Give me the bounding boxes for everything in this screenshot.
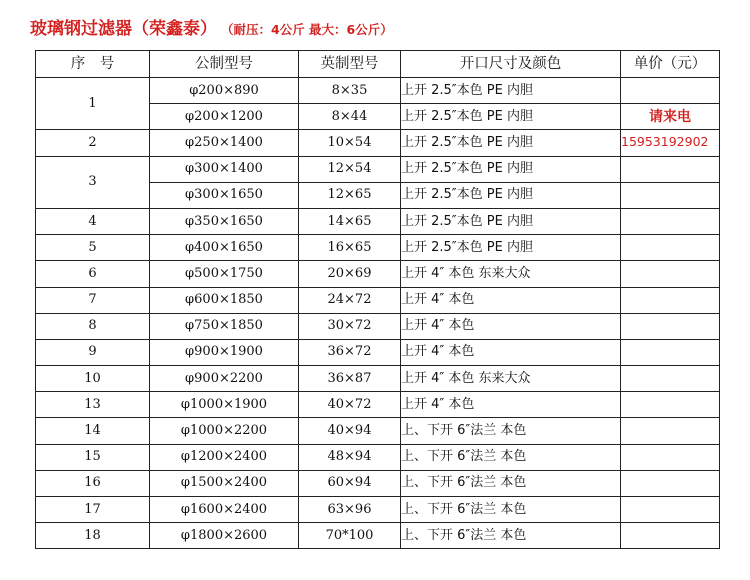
table-row xyxy=(36,235,720,261)
cell-metric-model: φ300×1400 xyxy=(150,156,299,182)
title-main: 玻璃钢过滤器（荣鑫泰） xyxy=(30,19,217,39)
cell-opening-color: 上开 2.5″本色 PE 内胆 xyxy=(401,208,621,234)
cell-serial: 18 xyxy=(36,523,150,549)
cell-serial: 15 xyxy=(36,444,150,470)
cell-opening-color: 上开 2.5″本色 PE 内胆 xyxy=(401,235,621,261)
cell-metric-model: φ1600×2400 xyxy=(150,497,299,523)
cell-unit-price xyxy=(621,156,720,182)
table-row xyxy=(36,366,720,392)
table-row xyxy=(36,523,720,549)
cell-serial: 14 xyxy=(36,418,150,444)
cell-imperial-model: 40×94 xyxy=(299,418,401,444)
cell-imperial-model: 48×94 xyxy=(299,444,401,470)
cell-serial: 5 xyxy=(36,235,150,261)
cell-opening-color: 上开 2.5″本色 PE 内胆 xyxy=(401,104,621,130)
cell-unit-price xyxy=(621,339,720,365)
cell-metric-model: φ250×1400 xyxy=(150,130,299,156)
contact-phone: 15953192902 xyxy=(621,134,709,150)
cell-unit-price xyxy=(621,418,720,444)
cell-opening-color: 上开 4″ 本色 xyxy=(401,339,621,365)
cell-unit-price xyxy=(621,235,720,261)
cell-opening-color: 上开 4″ 本色 xyxy=(401,313,621,339)
cell-opening-color: 上开 4″ 本色 xyxy=(401,392,621,418)
cell-metric-model: φ200×890 xyxy=(150,78,299,104)
table-row xyxy=(36,78,720,104)
cell-metric-model: φ400×1650 xyxy=(150,235,299,261)
cell-unit-price xyxy=(621,78,720,104)
cell-imperial-model: 60×94 xyxy=(299,470,401,496)
cell-metric-model: φ600×1850 xyxy=(150,287,299,313)
header-metric-model: 公制型号 xyxy=(150,51,299,78)
cell-serial: 4 xyxy=(36,208,150,234)
title-pressure-note: （耐压：4公斤 最大：6公斤） xyxy=(221,22,393,37)
cell-serial: 13 xyxy=(36,392,150,418)
cell-unit-price xyxy=(621,392,720,418)
cell-imperial-model: 36×72 xyxy=(299,339,401,365)
cell-opening-color: 上开 4″ 本色 东来大众 xyxy=(401,366,621,392)
header-serial: 序 号 xyxy=(36,51,150,78)
cell-imperial-model: 70*100 xyxy=(299,523,401,549)
cell-opening-color: 上开 2.5″本色 PE 内胆 xyxy=(401,182,621,208)
table-row xyxy=(36,287,720,313)
cell-imperial-model: 24×72 xyxy=(299,287,401,313)
call-for-price-label: 请来电 xyxy=(649,108,691,125)
cell-metric-model: φ1000×1900 xyxy=(150,392,299,418)
cell-imperial-model: 30×72 xyxy=(299,313,401,339)
cell-serial: 1 xyxy=(36,78,150,130)
cell-unit-price xyxy=(621,130,720,156)
cell-imperial-model: 20×69 xyxy=(299,261,401,287)
cell-serial: 9 xyxy=(36,339,150,365)
cell-metric-model: φ1200×2400 xyxy=(150,444,299,470)
cell-metric-model: φ900×2200 xyxy=(150,366,299,392)
cell-imperial-model: 8×35 xyxy=(299,78,401,104)
cell-opening-color: 上开 4″ 本色 东来大众 xyxy=(401,261,621,287)
table-row xyxy=(36,418,720,444)
table-row xyxy=(36,444,720,470)
cell-metric-model: φ1000×2200 xyxy=(150,418,299,444)
page-title xyxy=(30,14,393,44)
cell-unit-price xyxy=(621,313,720,339)
cell-imperial-model: 63×96 xyxy=(299,497,401,523)
table-row xyxy=(36,339,720,365)
cell-unit-price xyxy=(621,287,720,313)
cell-opening-color: 上开 4″ 本色 xyxy=(401,287,621,313)
cell-metric-model: φ500×1750 xyxy=(150,261,299,287)
cell-opening-color: 上开 2.5″本色 PE 内胆 xyxy=(401,156,621,182)
cell-unit-price xyxy=(621,523,720,549)
cell-unit-price xyxy=(621,470,720,496)
cell-opening-color: 上、下开 6″法兰 本色 xyxy=(401,444,621,470)
cell-imperial-model: 12×65 xyxy=(299,182,401,208)
cell-unit-price xyxy=(621,444,720,470)
table-row xyxy=(36,313,720,339)
cell-serial: 16 xyxy=(36,470,150,496)
cell-unit-price xyxy=(621,366,720,392)
cell-metric-model: φ200×1200 xyxy=(150,104,299,130)
cell-imperial-model: 12×54 xyxy=(299,156,401,182)
header-imperial-model: 英制型号 xyxy=(299,51,401,78)
cell-serial: 8 xyxy=(36,313,150,339)
cell-imperial-model: 40×72 xyxy=(299,392,401,418)
cell-unit-price xyxy=(621,182,720,208)
cell-serial: 10 xyxy=(36,366,150,392)
table-row xyxy=(36,497,720,523)
cell-imperial-model: 36×87 xyxy=(299,366,401,392)
cell-metric-model: φ300×1650 xyxy=(150,182,299,208)
cell-metric-model: φ350×1650 xyxy=(150,208,299,234)
cell-metric-model: φ1800×2600 xyxy=(150,523,299,549)
cell-opening-color: 上、下开 6″法兰 本色 xyxy=(401,497,621,523)
table-row xyxy=(36,261,720,287)
cell-unit-price xyxy=(621,104,720,130)
cell-unit-price xyxy=(621,208,720,234)
cell-imperial-model: 8×44 xyxy=(299,104,401,130)
cell-metric-model: φ1500×2400 xyxy=(150,470,299,496)
table-row xyxy=(36,130,720,156)
header-unit-price: 单价（元） xyxy=(621,51,720,78)
cell-metric-model: φ900×1900 xyxy=(150,339,299,365)
table-row xyxy=(36,156,720,182)
table-row xyxy=(36,208,720,234)
cell-opening-color: 上、下开 6″法兰 本色 xyxy=(401,523,621,549)
cell-opening-color: 上开 2.5″本色 PE 内胆 xyxy=(401,78,621,104)
header-opening-color: 开口尺寸及颜色 xyxy=(401,51,621,78)
cell-imperial-model: 16×65 xyxy=(299,235,401,261)
cell-serial: 7 xyxy=(36,287,150,313)
cell-serial: 2 xyxy=(36,130,150,156)
cell-opening-color: 上、下开 6″法兰 本色 xyxy=(401,418,621,444)
cell-unit-price xyxy=(621,261,720,287)
cell-imperial-model: 10×54 xyxy=(299,130,401,156)
cell-opening-color: 上开 2.5″本色 PE 内胆 xyxy=(401,130,621,156)
cell-opening-color: 上、下开 6″法兰 本色 xyxy=(401,470,621,496)
cell-imperial-model: 14×65 xyxy=(299,208,401,234)
cell-serial: 3 xyxy=(36,156,150,208)
cell-serial: 17 xyxy=(36,497,150,523)
cell-serial: 6 xyxy=(36,261,150,287)
filter-spec-table xyxy=(35,50,720,549)
table-row xyxy=(36,392,720,418)
cell-metric-model: φ750×1850 xyxy=(150,313,299,339)
table-row xyxy=(36,470,720,496)
cell-unit-price xyxy=(621,497,720,523)
table-header-row xyxy=(36,51,720,78)
